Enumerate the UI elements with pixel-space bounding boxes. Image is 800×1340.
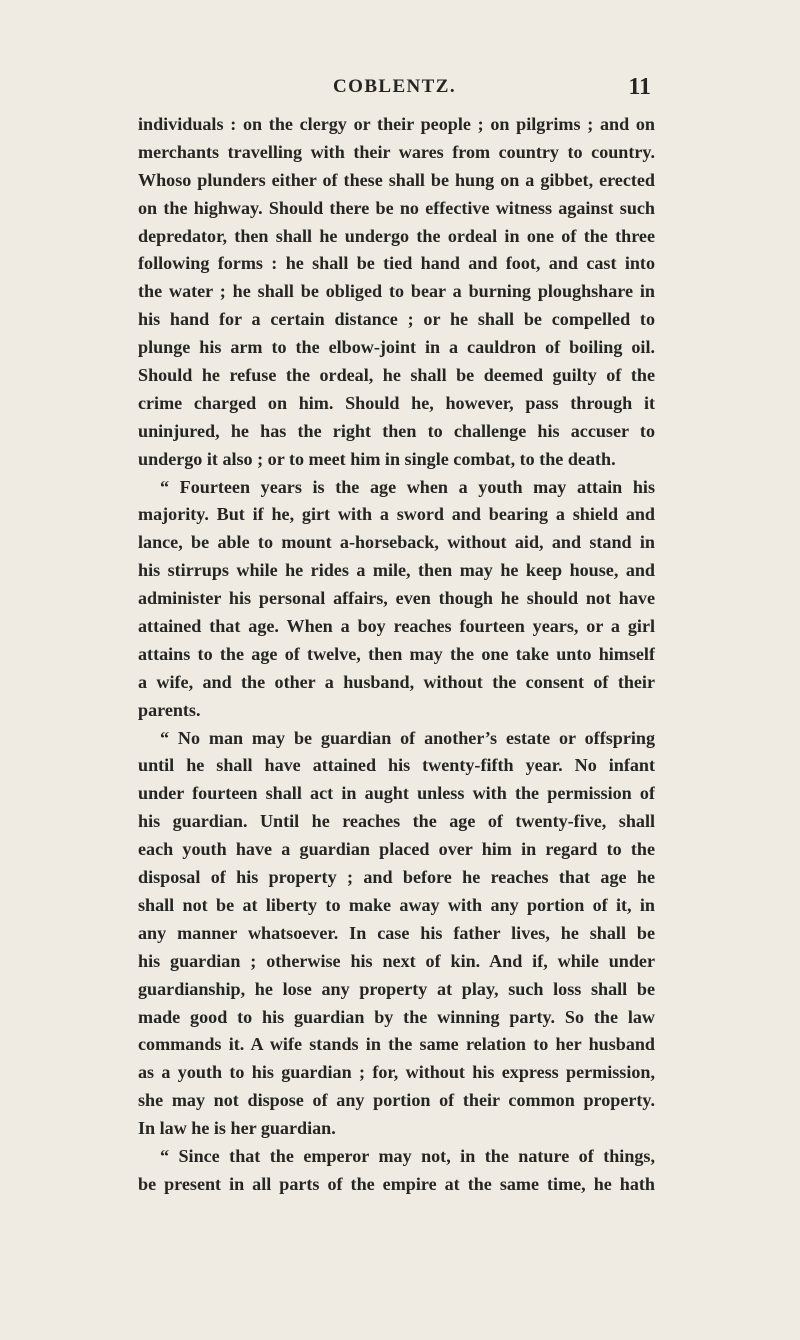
running-title: COBLENTZ. — [333, 76, 456, 97]
text-line: Whoso plunders either of these shall be hung on a gibbet, erected — [138, 169, 655, 190]
text-line: made good to his guardian by the winning party. So the law — [138, 1006, 655, 1027]
text-line: administer his personal affairs, even though he should not have — [138, 588, 655, 609]
text-line: on the highway. Should there be no effective witness against such — [138, 197, 655, 218]
running-head — [138, 74, 651, 104]
text-line: merchants travelling with their wares from country to country. — [138, 141, 655, 162]
text-line: plunge his arm to the elbow-joint in a cauldron of boiling oil. — [138, 337, 655, 358]
text-line: a wife, and the other a husband, without the consent of their — [138, 671, 655, 692]
text-line: depredator, then shall he undergo the ordeal in one of the three — [138, 225, 655, 246]
text-line: commands it. A wife stands in the same relation to her husband — [138, 1034, 655, 1055]
page-number: 11 — [628, 74, 651, 100]
text-line: “ Since that the emperor may not, in the nature of things, — [160, 1145, 655, 1166]
text-line: his guardian ; otherwise his next of kin. And if, while under — [138, 950, 655, 971]
text-line: “ Fourteen years is the age when a youth may attain his — [160, 476, 655, 497]
text-line: following forms : he shall be tied hand and foot, and cast into — [138, 253, 655, 274]
text-line: the water ; he shall be obliged to bear a burning ploughshare in — [138, 281, 655, 302]
text-line: disposal of his property ; and before he reaches that age he — [138, 867, 655, 888]
text-line: as a youth to his guardian ; for, without his express permission, — [138, 1062, 655, 1083]
text-line: guardianship, he lose any property at play, such loss shall be — [138, 978, 655, 999]
text-line: undergo it also ; or to meet him in single combat, to the death. — [138, 448, 616, 469]
text-line: his hand for a certain distance ; or he shall be compelled to — [138, 309, 655, 330]
text-line: attained that age. When a boy reaches fourteen years, or a girl — [138, 616, 655, 637]
text-line: until he shall have attained his twenty-fifth year. No infant — [138, 755, 655, 776]
text-line: Should he refuse the ordeal, he shall be deemed guilty of the — [138, 365, 655, 386]
text-line: “ No man may be guardian of another’s estate or offspring — [160, 727, 655, 748]
text-line: crime charged on him. Should he, however, pass through it — [138, 392, 655, 413]
text-line: his guardian. Until he reaches the age of twenty-five, shall — [138, 811, 655, 832]
text-line: individuals : on the clergy or their people ; on pilgrims ; and on — [138, 114, 655, 134]
text-line: uninjured, he has the right then to challenge his accuser to — [138, 420, 655, 441]
body-text — [138, 111, 655, 1199]
text-line: under fourteen shall act in aught unless with the permission of — [138, 783, 655, 804]
text-line: she may not dispose of any portion of their common property. — [138, 1090, 655, 1111]
text-line: be present in all parts of the empire at the same time, he hath — [138, 1173, 655, 1194]
text-line: each youth have a guardian placed over him in regard to the — [138, 839, 655, 860]
text-line: his stirrups while he rides a mile, then may he keep house, and — [138, 560, 655, 581]
text-line: majority. But if he, girt with a sword and bearing a shield and — [138, 504, 655, 525]
text-line: lance, be able to mount a-horseback, without aid, and stand in — [138, 532, 655, 553]
text-line: parents. — [138, 699, 201, 720]
text-line: attains to the age of twelve, then may the one take unto himself — [138, 643, 655, 664]
text-line: In law he is her guardian. — [138, 1118, 336, 1139]
text-line: shall not be at liberty to make away with any portion of it, in — [138, 894, 655, 915]
text-line: any manner whatsoever. In case his father lives, he shall be — [138, 922, 655, 943]
